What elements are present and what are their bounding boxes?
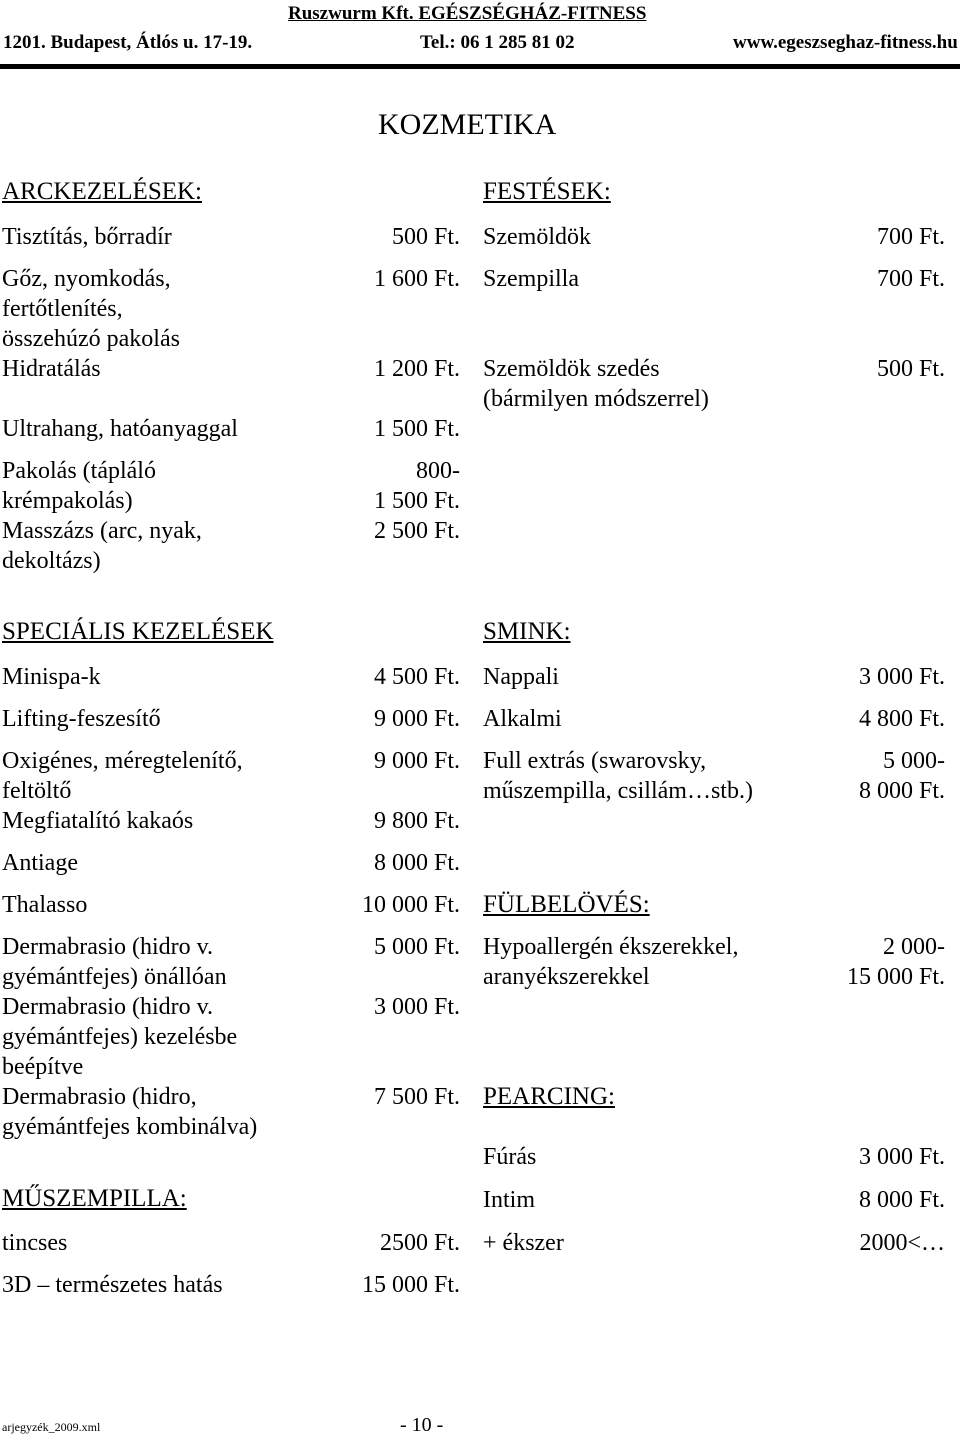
item-name: Intim	[483, 1187, 535, 1213]
item-name: Ultrahang, hatóanyaggal	[2, 416, 238, 442]
section-heading-smink: SMINK:	[483, 618, 571, 645]
item-name: tincses	[2, 1230, 68, 1256]
item-name: Szemöldök szedés (bármilyen módszerrel)	[483, 356, 709, 412]
item-price: 1 600 Ft.	[373, 266, 460, 292]
item-price: 5 000 Ft.	[373, 934, 460, 960]
item-price: 700 Ft.	[876, 224, 945, 250]
header-rule	[0, 64, 960, 69]
item-price: 500 Ft.	[391, 224, 460, 250]
item-price: 800- 1 500 Ft.	[373, 458, 460, 514]
item-name: Antiage	[2, 850, 78, 876]
item-name: Dermabrasio (hidro v. gyémántfejes) kezelésbe beépítve	[2, 994, 238, 1080]
item-price: 5 000- 8 000 Ft.	[858, 748, 945, 804]
section-heading-arckezelesek: ARCKEZELÉSEK:	[2, 178, 202, 205]
item-name: Szempilla	[483, 266, 579, 292]
company-name-line	[288, 3, 646, 25]
item-name: + ékszer	[483, 1230, 564, 1256]
item-name: Megfiatalító kakaós	[2, 808, 194, 834]
item-price: 9 000 Ft.	[373, 748, 460, 774]
item-price: 8 000 Ft.	[858, 1187, 945, 1213]
item-price: 3 000 Ft.	[858, 1144, 945, 1170]
item-name: 3D – természetes hatás	[2, 1272, 223, 1298]
item-price: 500 Ft.	[876, 356, 945, 382]
item-price: 2 500 Ft.	[373, 518, 460, 544]
company-name: EGÉSZSÉGHÁZ-FITNESS	[418, 3, 647, 24]
item-name: Dermabrasio (hidro v. gyémántfejes) önállóan	[2, 934, 227, 990]
item-name: Pakolás (tápláló krémpakolás)	[2, 458, 156, 514]
item-price: 4 800 Ft.	[858, 706, 945, 732]
phone: Tel.: 06 1 285 81 02	[420, 32, 575, 53]
item-name: Alkalmi	[483, 706, 562, 732]
item-price: 10 000 Ft.	[361, 892, 460, 918]
section-heading-muszempilla: MŰSZEMPILLA:	[2, 1185, 187, 1212]
item-price: 2500 Ft.	[379, 1230, 460, 1256]
item-name: Fúrás	[483, 1144, 537, 1170]
item-price: 9 000 Ft.	[373, 706, 460, 732]
item-price: 1 500 Ft.	[373, 416, 460, 442]
item-name: Masszázs (arc, nyak, dekoltázs)	[2, 518, 202, 574]
address: 1201. Budapest, Átlós u. 17-19.	[3, 32, 253, 53]
item-name: Thalasso	[2, 892, 88, 918]
page-title: KOZMETIKA	[378, 108, 557, 141]
item-price: 2 000- 15 000 Ft.	[846, 934, 945, 990]
item-name: Full extrás (swarovsky, műszempilla, csillám…stb.)	[483, 748, 753, 804]
item-price: 700 Ft.	[876, 266, 945, 292]
item-price: 7 500 Ft.	[373, 1084, 460, 1110]
item-name: Dermabrasio (hidro, gyémántfejes kombinálva)	[2, 1084, 258, 1140]
section-heading-pearcing: PEARCING:	[483, 1083, 615, 1110]
website: www.egeszseghaz-fitness.hu	[733, 32, 958, 53]
item-price: 15 000 Ft.	[361, 1272, 460, 1298]
item-name: Minispa-k	[2, 664, 101, 690]
footer-filename: arjegyzék_2009.xml	[2, 1420, 101, 1434]
item-name: Szemöldök	[483, 224, 591, 250]
page-number: - 10 -	[400, 1414, 444, 1436]
item-price: 8 000 Ft.	[373, 850, 460, 876]
item-price: 9 800 Ft.	[373, 808, 460, 834]
item-name: Nappali	[483, 664, 559, 690]
section-heading-fulbelloves: FÜLBELÖVÉS:	[483, 891, 650, 918]
item-name: Lifting-feszesítő	[2, 706, 161, 732]
company-prefix: Ruszwurm Kft.	[288, 3, 414, 24]
section-heading-specialis: SPECIÁLIS KEZELÉSEK	[2, 618, 274, 645]
item-name: Hidratálás	[2, 356, 101, 382]
item-price: 2000<…	[859, 1230, 945, 1256]
item-price: 1 200 Ft.	[373, 356, 460, 382]
item-name: Hypoallergén ékszerekkel, aranyékszerekkel	[483, 934, 739, 990]
item-name: Gőz, nyomkodás, fertőtlenítés, összehúzó pakolás	[2, 266, 180, 352]
item-name: Tisztítás, bőrradír	[2, 224, 172, 250]
item-price: 3 000 Ft.	[858, 664, 945, 690]
item-price: 4 500 Ft.	[373, 664, 460, 690]
item-name: Oxigénes, méregtelenítő, feltöltő	[2, 748, 243, 804]
section-heading-festesek: FESTÉSEK:	[483, 178, 611, 205]
item-price: 3 000 Ft.	[373, 994, 460, 1020]
